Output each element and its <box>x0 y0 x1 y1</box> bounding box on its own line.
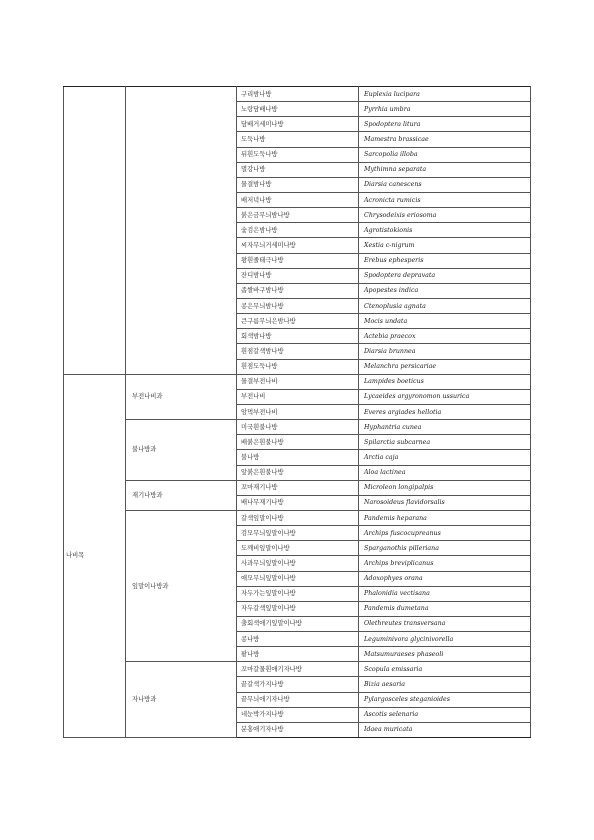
scientific-name-cell: Narosoideus flavidorsalis <box>359 495 531 510</box>
scientific-name-cell: Lycaeides argyronomon ussurica <box>359 389 531 404</box>
scientific-name-cell: Chrysodeixis eriosoma <box>359 208 531 223</box>
korean-name-cell: 뒤흰도둑나방 <box>237 147 359 162</box>
korean-name-cell: 사과무늬잎말이나방 <box>237 556 359 571</box>
family-cell: 자나방과 <box>126 662 237 738</box>
korean-name-cell: 붉은금무늬밤나방 <box>237 208 359 223</box>
family-cell <box>126 87 237 375</box>
korean-name-cell: 분홍애기자나방 <box>237 722 359 737</box>
korean-name-cell: 물결부전나비 <box>237 374 359 389</box>
family-cell: 잎말이나방과 <box>126 510 237 661</box>
korean-name-cell: 노랑담배나방 <box>237 102 359 117</box>
scientific-name-cell: Melanchra persicariae <box>359 359 531 374</box>
scientific-name-cell: Ascotis selenaria <box>359 707 531 722</box>
scientific-name-cell: Olethreutes transversana <box>359 616 531 631</box>
korean-name-cell: 콩은무늬밤나방 <box>237 298 359 313</box>
korean-name-cell: 출회색애기잎말이나방 <box>237 616 359 631</box>
scientific-name-cell: Xestia c-nigrum <box>359 238 531 253</box>
scientific-name-cell: Pandemis heparana <box>359 510 531 525</box>
scientific-name-cell: Adoxophyes orana <box>359 571 531 586</box>
korean-name-cell: 미국흰불나방 <box>237 420 359 435</box>
scientific-name-cell: Matsumuraeses phaseoli <box>359 647 531 662</box>
scientific-name-cell: Sarcopolia illoba <box>359 147 531 162</box>
scientific-name-cell: Spodoptera depravata <box>359 268 531 283</box>
korean-name-cell: 도둑나방 <box>237 132 359 147</box>
scientific-name-cell: Euplexia lucipara <box>359 87 531 102</box>
scientific-name-cell: Actebia praecox <box>359 329 531 344</box>
korean-name-cell: 담배거세미나방 <box>237 117 359 132</box>
korean-name-cell: 멸강나방 <box>237 162 359 177</box>
korean-name-cell: 팥나방 <box>237 647 359 662</box>
korean-name-cell: 갈색잎말이나방 <box>237 510 359 525</box>
scientific-name-cell: Arctia caja <box>359 450 531 465</box>
scientific-name-cell: Spilarctia subcarnea <box>359 435 531 450</box>
korean-name-cell: 끝무늬애기자나방 <box>237 692 359 707</box>
scientific-name-cell: Acronicta rumicis <box>359 192 531 207</box>
scientific-name-cell: Leguminivora glycinivorella <box>359 632 531 647</box>
table-row <box>64 420 531 435</box>
korean-name-cell: 흰점도둑나방 <box>237 359 359 374</box>
korean-name-cell: 흰점갈색밤나방 <box>237 344 359 359</box>
table-row <box>64 662 531 677</box>
scientific-name-cell: Scopula emissaria <box>359 662 531 677</box>
korean-name-cell: 부전나비 <box>237 389 359 404</box>
scientific-name-cell: Aloa lactinea <box>359 465 531 480</box>
scientific-name-cell: Erebus ephesperis <box>359 253 531 268</box>
scientific-name-cell: Mamestra brassicae <box>359 132 531 147</box>
scientific-name-cell: Idaea muricata <box>359 722 531 737</box>
scientific-name-cell: Sparganothis pilleriana <box>359 541 531 556</box>
scientific-name-cell: Diarsia canescens <box>359 177 531 192</box>
korean-name-cell: 자두가는잎말이나방 <box>237 586 359 601</box>
scientific-name-cell: Diarsia brunnea <box>359 344 531 359</box>
scientific-name-cell: Pandemis dumetana <box>359 601 531 616</box>
korean-name-cell: 좁쌀바구밤나방 <box>237 283 359 298</box>
korean-name-cell: 잔디밤나방 <box>237 268 359 283</box>
table-row <box>64 374 531 389</box>
family-cell: 재기나방과 <box>126 480 237 510</box>
korean-name-cell: 씨자무늬거세미나방 <box>237 238 359 253</box>
species-table <box>63 86 531 738</box>
scientific-name-cell: Pylargosceles steganioides <box>359 692 531 707</box>
korean-name-cell: 암먹부전나비 <box>237 404 359 419</box>
table-row <box>64 87 531 102</box>
korean-name-cell: 끝갈색가지나방 <box>237 677 359 692</box>
korean-name-cell: 도깨비잎말이나방 <box>237 541 359 556</box>
family-cell: 불나방과 <box>126 420 237 481</box>
korean-name-cell: 숯검은밤나방 <box>237 223 359 238</box>
korean-name-cell: 불나방 <box>237 450 359 465</box>
table-row <box>64 480 531 495</box>
order-cell: 나비목 <box>64 374 126 737</box>
scientific-name-cell: Bizia aesaria <box>359 677 531 692</box>
scientific-name-cell: Mythimna separata <box>359 162 531 177</box>
korean-name-cell: 배나무재기나방 <box>237 495 359 510</box>
scientific-name-cell: Hyphantria cunea <box>359 420 531 435</box>
korean-name-cell: 네눈박가지나방 <box>237 707 359 722</box>
korean-name-cell: 물결밤나방 <box>237 177 359 192</box>
scientific-name-cell: Archips fuscocupreanus <box>359 526 531 541</box>
species-table-body <box>64 87 531 738</box>
scientific-name-cell: Ctenoplusia agnata <box>359 298 531 313</box>
scientific-name-cell: Agrotistokionis <box>359 223 531 238</box>
korean-name-cell: 콩나방 <box>237 632 359 647</box>
scientific-name-cell: Microleon longipalpis <box>359 480 531 495</box>
korean-name-cell: 배붉은흰불나방 <box>237 435 359 450</box>
scientific-name-cell: Spodoptera litura <box>359 117 531 132</box>
scientific-name-cell: Everes argiades hellotia <box>359 404 531 419</box>
scientific-name-cell: Mocis undata <box>359 314 531 329</box>
scientific-name-cell: Pyrrhia umbra <box>359 102 531 117</box>
korean-name-cell: 꼬마재기나방 <box>237 480 359 495</box>
table-row <box>64 510 531 525</box>
family-cell: 부전나비과 <box>126 374 237 419</box>
scientific-name-cell: Lampides boeticus <box>359 374 531 389</box>
korean-name-cell: 검모무늬잎말이나방 <box>237 526 359 541</box>
scientific-name-cell: Apopestes indica <box>359 283 531 298</box>
korean-name-cell: 꼬마갈물흰애기자나방 <box>237 662 359 677</box>
korean-name-cell: 왕흰줄태극나방 <box>237 253 359 268</box>
korean-name-cell: 회색밤나방 <box>237 329 359 344</box>
scientific-name-cell: Archips breviplicanus <box>359 556 531 571</box>
korean-name-cell: 구리밤나방 <box>237 87 359 102</box>
korean-name-cell: 큰구름무늬은밤나방 <box>237 314 359 329</box>
korean-name-cell: 배저녁나방 <box>237 192 359 207</box>
scientific-name-cell: Phalonidia vectisana <box>359 586 531 601</box>
korean-name-cell: 애모무늬잎말이나방 <box>237 571 359 586</box>
korean-name-cell: 앞붉은흰불나방 <box>237 465 359 480</box>
order-cell <box>64 87 126 375</box>
korean-name-cell: 자두갈색잎말이나방 <box>237 601 359 616</box>
